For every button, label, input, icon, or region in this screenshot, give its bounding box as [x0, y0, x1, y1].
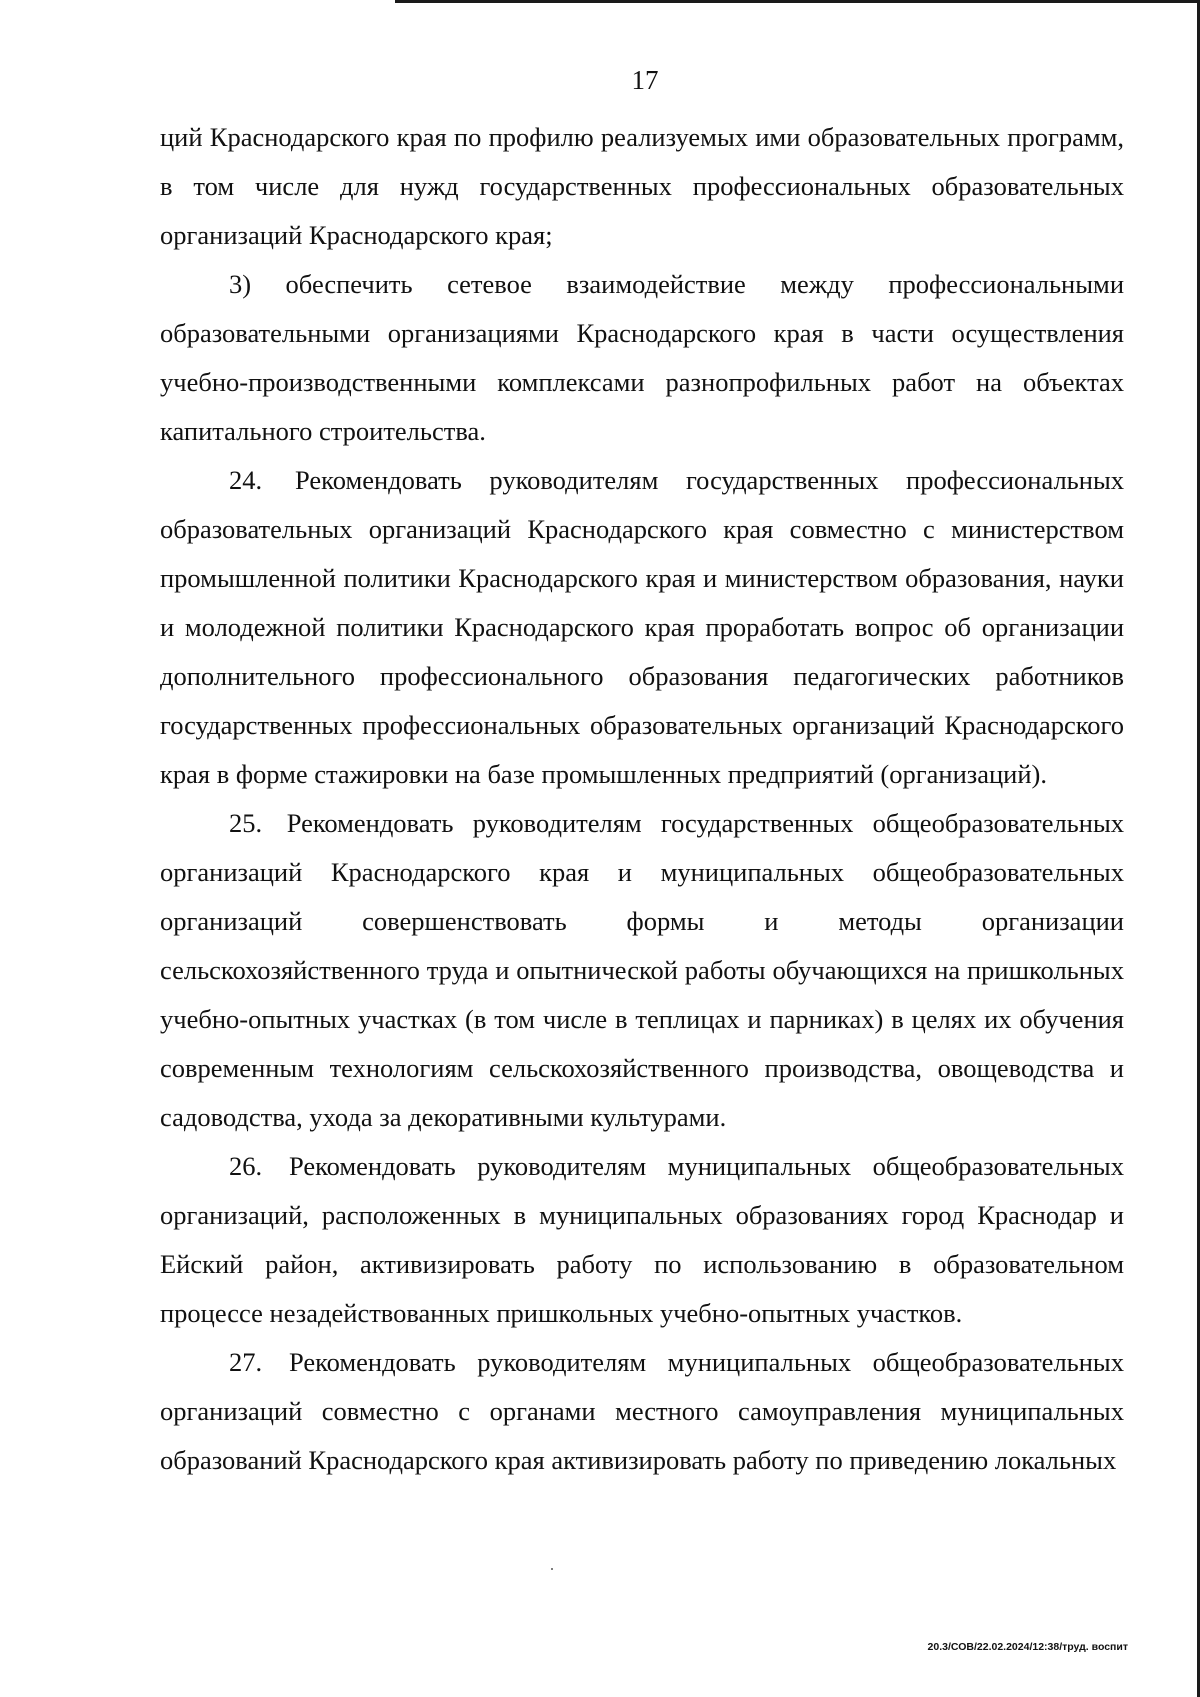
item-number: 26.: [229, 1151, 263, 1181]
item-number: 27.: [229, 1347, 263, 1377]
paragraph-text: Рекомендовать руководителям муниципальных общеобразовательных организаций, расположенных в муниципальных образованиях город Краснодар и Ейский район, активизировать работу по использованию в образовательном процессе незадействованных пришкольных учебно-опытных участков.: [160, 1151, 1124, 1328]
page-number: 17: [631, 65, 659, 95]
paragraph-text: Рекомендовать руководителям муниципальных общеобразовательных организаций совместно с органами местного самоуправления муниципальных образований Краснодарского края активизировать работу по приведению локальных: [160, 1347, 1124, 1475]
paragraph-item-26: [160, 1142, 1124, 1338]
paragraph-text: 3) обеспечить сетевое взаимодействие между профессиональными образовательными организациями Краснодарского края в части осуществления учебно-производственными комплексами разнопрофильных работ на объектах капитального строительства.: [160, 269, 1124, 446]
scan-speck: [551, 1568, 553, 1570]
document-footer-code: 20.3/СОВ/22.02.2024/12:38/труд. воспит: [927, 1641, 1128, 1653]
paragraph-subitem-3: [160, 260, 1124, 456]
paragraph-item-24: [160, 456, 1124, 799]
document-body: [160, 113, 1124, 1485]
item-number: 24.: [229, 465, 263, 495]
paragraph-text: Рекомендовать руководителям государственных профессиональных образовательных организаций Краснодарского края совместно с министерством промышленной политики Краснодарского края и министерством образования, науки и молодежной политики Краснодарского края проработать вопрос об организации дополнительного профессионального образования педагогических работников государственных профессиональных образовательных организаций Краснодарского края в форме стажировки на базе промышленных предприятий (организаций).: [160, 465, 1125, 789]
paragraph-text: ций Краснодарского края по профилю реализуемых ими образовательных программ, в том числе для нужд государственных профессиональных образовательных организаций Краснодарского края;: [160, 122, 1124, 250]
scan-top-edge: [395, 0, 1200, 3]
paragraph-item-27: [160, 1338, 1124, 1485]
paragraph-continuation: [160, 113, 1124, 260]
paragraph-text: Рекомендовать руководителям государственных общеобразовательных организаций Краснодарского края и муниципальных общеобразовательных организаций совершенствовать формы и методы организации сельскохозяйственного труда и опытнической работы обучающихся на пришкольных учебно-опытных участках (в том числе в теплицах и парниках) в целях их обучения современным технологиям сельскохозяйственного производства, овощеводства и садоводства, ухода за декоративными культурами.: [160, 808, 1124, 1132]
paragraph-item-25: [160, 799, 1124, 1142]
item-number: 25.: [229, 808, 263, 838]
